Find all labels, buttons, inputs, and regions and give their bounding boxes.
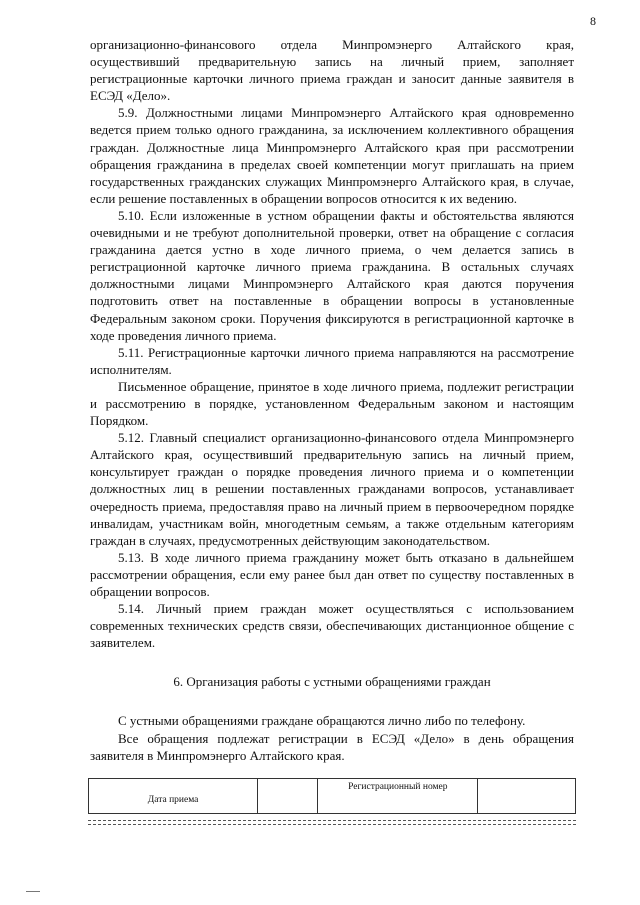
paragraph-5-13: 5.13. В ходе личного приема гражданину может быть отказано в дальнейшем рассмотрении обращения, если ему ранее был дан ответ по существу поставленных в обращении вопросов.	[90, 549, 574, 599]
body-text	[90, 36, 574, 764]
cut-line	[88, 820, 576, 821]
page-number: 8	[590, 14, 596, 28]
date-value-cell	[258, 779, 318, 814]
corner-mark	[26, 891, 40, 892]
reg-number-label-cell: Регистрационный номер	[318, 779, 478, 814]
paragraph-continuation: организационно-финансового отдела Минпромэнерго Алтайского края, осуществивший предварительную запись на личный прием, заполняет регистрационные карточки личного приема граждан и заносит данные заявителя в ЕСЭД «Дело».	[90, 37, 574, 104]
section-6-paragraph-2: Все обращения подлежат регистрации в ЕСЭД «Дело» в день обращения заявителя в Минпромэнерго Алтайского края.	[90, 730, 574, 763]
paragraph-5-14: 5.14. Личный прием граждан может осуществляться с использованием современных технических средств связи, обеспечивающих дистанционное общение с заявителем.	[90, 601, 574, 651]
section-6-paragraph-1: С устными обращениями граждане обращаются лично либо по телефону.	[118, 713, 526, 729]
paragraph-5-11: 5.11. Регистрационные карточки личного приема направляются на рассмотрение исполнителям.	[90, 344, 574, 377]
paragraph-5-9: 5.9. Должностными лицами Минпромэнерго Алтайского края одновременно ведется прием только одного гражданина, за исключением коллективного обращения граждан. Должностные лица Минпромэнерго Алтайского края при рассмотрении обращения гражданина в пределах своей компетенции могут приглашать на прием государственных гражданских служащих Минпромэнерго Алтайского края, в случае, если решение поставленных в обращении вопросов относится к их ведению.	[90, 105, 574, 206]
cut-line	[88, 824, 576, 825]
registration-form-table	[88, 778, 576, 814]
date-label-cell: Дата приема	[89, 779, 258, 814]
section-6-heading: 6. Организация работы с устными обращениями граждан	[173, 674, 491, 690]
paragraph-5-10: 5.10. Если изложенные в устном обращении факты и обстоятельства являются очевидными и не требуют дополнительной проверки, ответ на обращение с согласия гражданина дается устно в ходе личного приема, о чем делается запись в регистрационной карточке личного приема гражданина. В остальных случаях должностными лицами Минпромэнерго Алтайского края даются поручения подготовить ответ на поставленные в обращении вопросы в установленные Федеральным законом сроки. Поручения фиксируются в регистрационной карточке в ходе проведения личного приема.	[90, 207, 574, 343]
form-row	[89, 779, 576, 814]
reg-number-value-cell	[478, 779, 576, 814]
paragraph-5-12: 5.12. Главный специалист организационно-финансового отдела Минпромэнерго Алтайского края, осуществивший предварительную запись на личный прием, консультирует граждан о порядке проведения личного приема и о компетенции должностных лиц в решении поставленных гражданами вопросов, устанавливает очередность приема, предоставляя право на личный прием в первоочередном порядке инвалидам, участникам войн, многодетным семьям, а также отдельным категориям граждан в случаях, предусмотренных действующим законодательством.	[90, 430, 574, 548]
paragraph-written-appeal: Письменное обращение, принятое в ходе личного приема, подлежит регистрации и рассмотрению в порядке, установленном Федеральным законом и настоящим Порядком.	[90, 378, 574, 429]
